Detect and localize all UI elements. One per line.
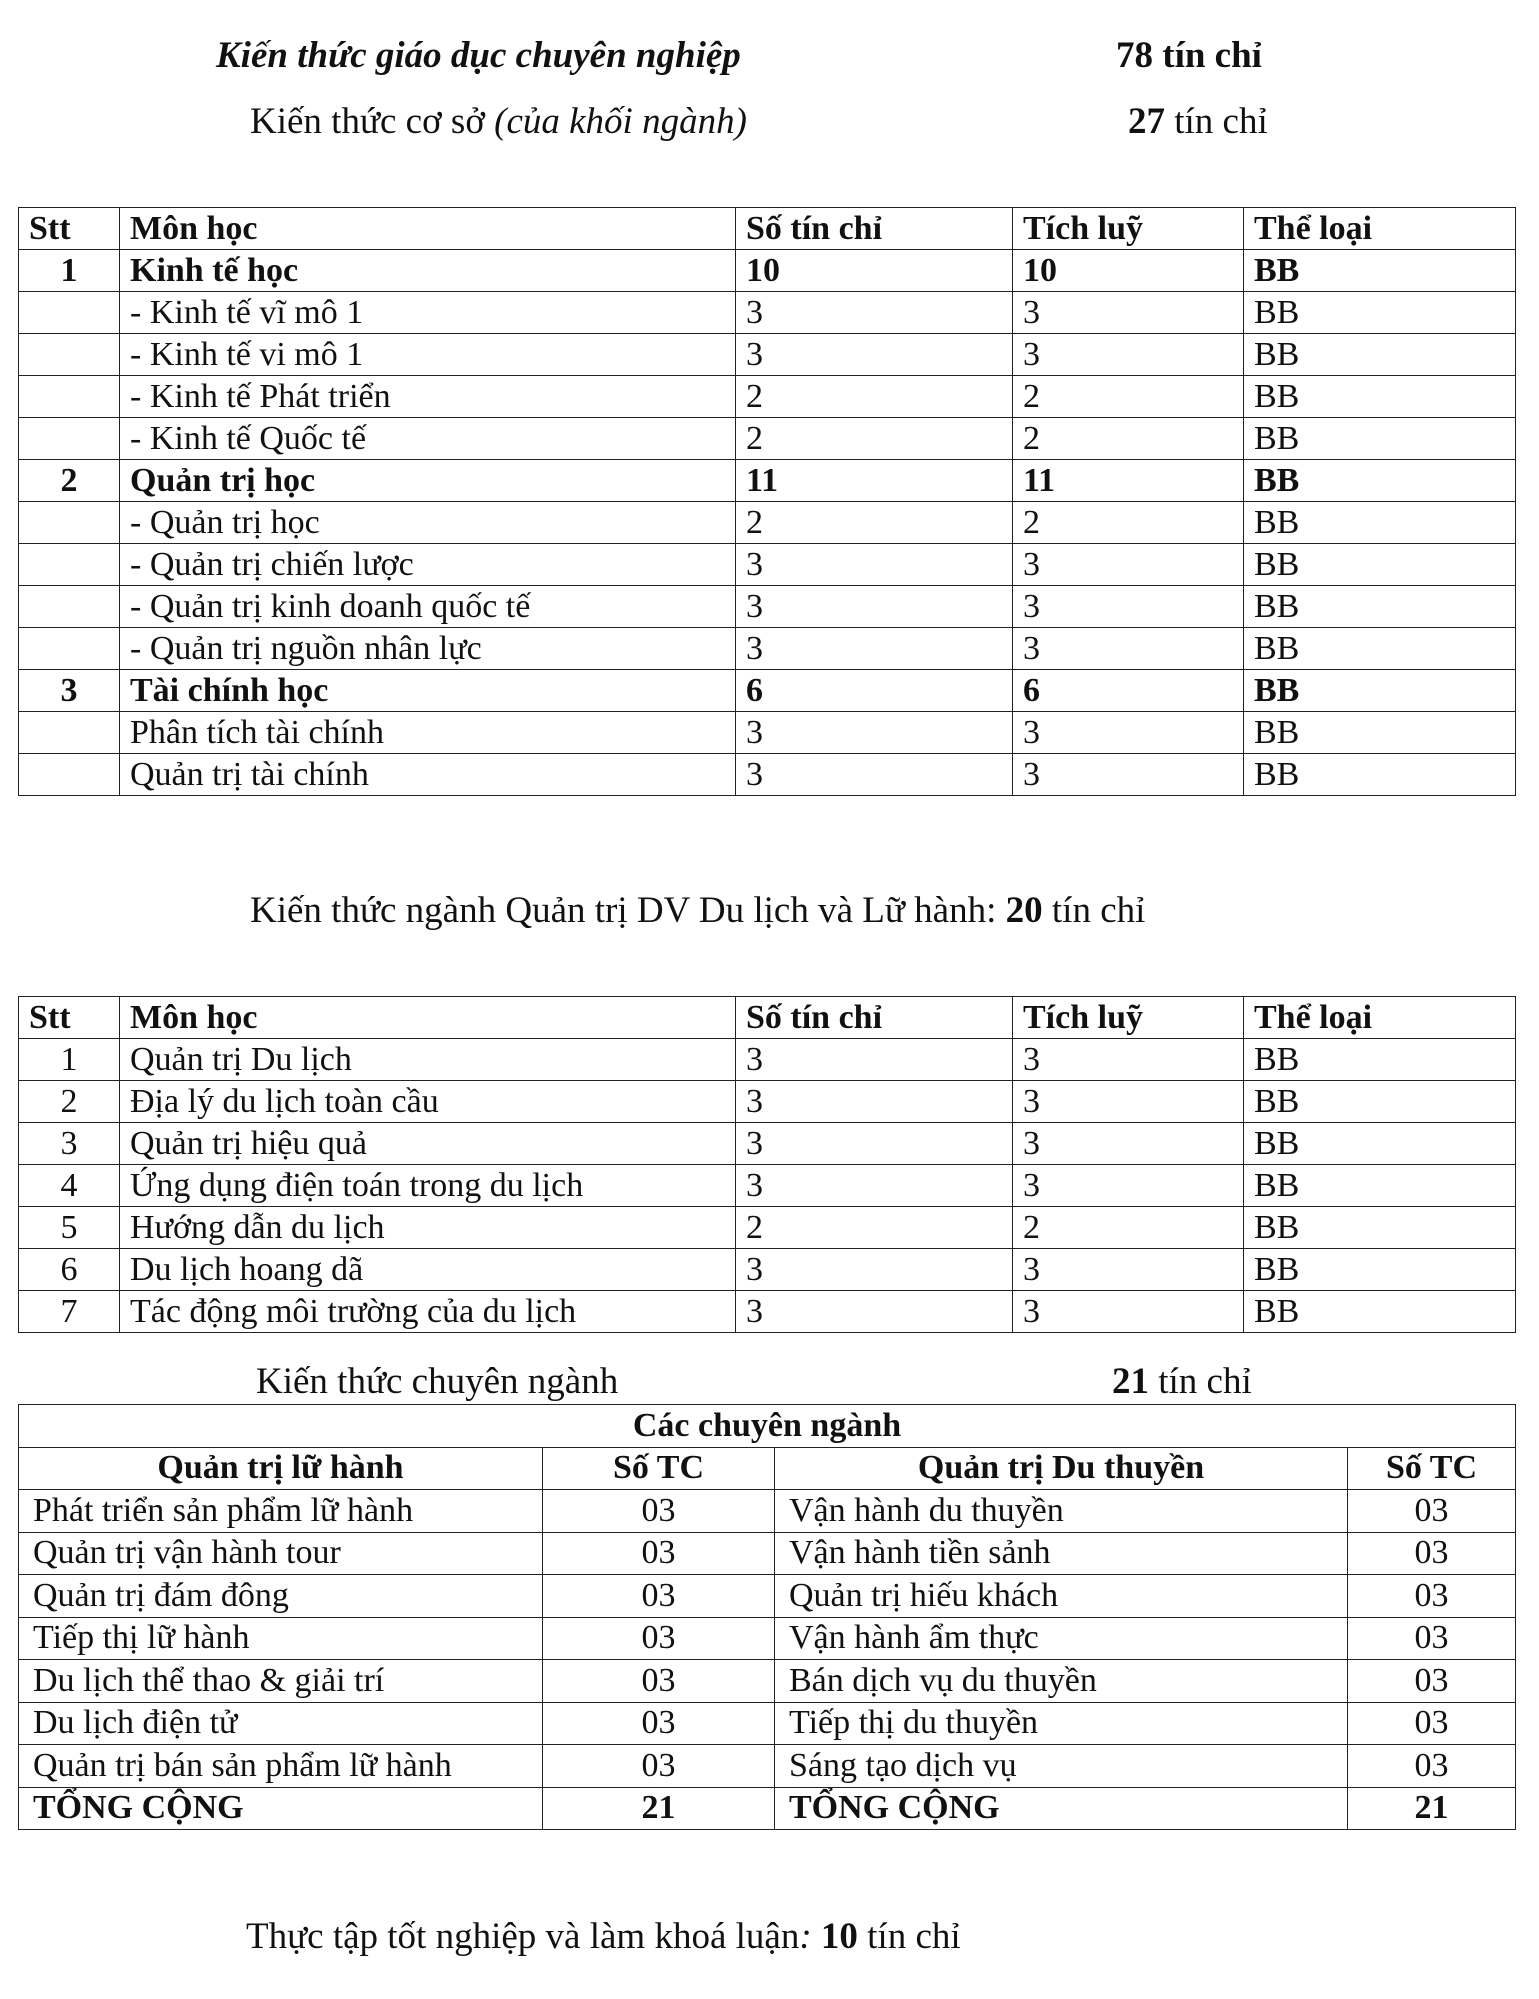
internship-credits-unit: tín chỉ bbox=[857, 1916, 961, 1957]
cell-stt bbox=[19, 376, 120, 418]
professional-knowledge-credits: 78 tín chỉ bbox=[1116, 35, 1262, 76]
cell-stt bbox=[19, 628, 120, 670]
cell-credits: 3 bbox=[736, 544, 1013, 586]
cell-course: Du lịch hoang dã bbox=[120, 1249, 736, 1291]
cell-credits: 6 bbox=[736, 670, 1013, 712]
cell-credits-left: 03 bbox=[543, 1575, 775, 1618]
table-row bbox=[19, 1249, 1516, 1291]
major-knowledge-line bbox=[250, 892, 1145, 929]
cell-credits: 3 bbox=[736, 586, 1013, 628]
cell-stt: 3 bbox=[19, 1123, 120, 1165]
cell-stt: 4 bbox=[19, 1165, 120, 1207]
cell-stt bbox=[19, 292, 120, 334]
cell-course: Hướng dẫn du lịch bbox=[120, 1207, 736, 1249]
major-credits-number: 20 bbox=[1005, 890, 1043, 931]
specialized-knowledge-label: Kiến thức chuyên ngành bbox=[256, 1361, 619, 1402]
cell-stt: 1 bbox=[19, 1039, 120, 1081]
table-header-row bbox=[19, 1447, 1516, 1490]
specializations-table bbox=[18, 1404, 1516, 1830]
cell-credits: 2 bbox=[736, 1207, 1013, 1249]
table-row bbox=[19, 1165, 1516, 1207]
cell-course: - Kinh tế Quốc tế bbox=[120, 418, 736, 460]
table-row bbox=[19, 1702, 1516, 1745]
base-knowledge-label bbox=[250, 103, 747, 140]
cell-course-left: Quản trị vận hành tour bbox=[19, 1532, 543, 1575]
cell-type: BB bbox=[1244, 1123, 1516, 1165]
cell-course-right: Sáng tạo dịch vụ bbox=[775, 1745, 1348, 1788]
total-row bbox=[19, 1787, 1516, 1830]
cell-course: - Kinh tế Phát triển bbox=[120, 376, 736, 418]
cell-accumulated: 3 bbox=[1013, 1249, 1244, 1291]
cell-course-left: Quản trị đám đông bbox=[19, 1575, 543, 1618]
cell-type: BB bbox=[1244, 334, 1516, 376]
cell-accumulated: 3 bbox=[1013, 712, 1244, 754]
cell-stt bbox=[19, 418, 120, 460]
cell-stt: 2 bbox=[19, 1081, 120, 1123]
cell-credits-right: 03 bbox=[1348, 1660, 1516, 1703]
cell-credits: 10 bbox=[736, 250, 1013, 292]
cell-course: Tài chính học bbox=[120, 670, 736, 712]
cell-credits: 11 bbox=[736, 460, 1013, 502]
cell-course: Kinh tế học bbox=[120, 250, 736, 292]
cell-credits-left: 03 bbox=[543, 1702, 775, 1745]
cell-course: - Kinh tế vi mô 1 bbox=[120, 334, 736, 376]
table-title-row bbox=[19, 1405, 1516, 1448]
table-row bbox=[19, 1575, 1516, 1618]
cell-accumulated: 6 bbox=[1013, 670, 1244, 712]
cell-accumulated: 3 bbox=[1013, 1081, 1244, 1123]
cell-course-right: Vận hành ẩm thực bbox=[775, 1617, 1348, 1660]
cell-type: BB bbox=[1244, 1207, 1516, 1249]
cell-course: - Quản trị chiến lược bbox=[120, 544, 736, 586]
cell-stt bbox=[19, 502, 120, 544]
cell-stt: 3 bbox=[19, 670, 120, 712]
cell-accumulated: 10 bbox=[1013, 250, 1244, 292]
cell-stt bbox=[19, 586, 120, 628]
cell-credits: 3 bbox=[736, 628, 1013, 670]
cell-credits: 2 bbox=[736, 376, 1013, 418]
table-row bbox=[19, 1039, 1516, 1081]
cell-course: Quản trị học bbox=[120, 460, 736, 502]
cell-credits: 3 bbox=[736, 712, 1013, 754]
cell-accumulated: 3 bbox=[1013, 1291, 1244, 1333]
cell-accumulated: 2 bbox=[1013, 502, 1244, 544]
base-credits-unit: tín chỉ bbox=[1165, 101, 1268, 142]
cell-accumulated: 3 bbox=[1013, 334, 1244, 376]
header-course: Môn học bbox=[120, 997, 736, 1039]
total-label-left: TỔNG CỘNG bbox=[19, 1787, 543, 1830]
total-label-right: TỔNG CỘNG bbox=[775, 1787, 1348, 1830]
cell-type: BB bbox=[1244, 712, 1516, 754]
cell-type: BB bbox=[1244, 250, 1516, 292]
base-knowledge-text: Kiến thức cơ sở bbox=[250, 101, 485, 142]
cell-accumulated: 2 bbox=[1013, 1207, 1244, 1249]
cell-course: Ứng dụng điện toán trong du lịch bbox=[120, 1165, 736, 1207]
cell-course-left: Du lịch điện tử bbox=[19, 1702, 543, 1745]
cell-course-left: Quản trị bán sản phẩm lữ hành bbox=[19, 1745, 543, 1788]
cell-credits: 2 bbox=[736, 502, 1013, 544]
cell-accumulated: 11 bbox=[1013, 460, 1244, 502]
header-travel-management: Quản trị lữ hành bbox=[19, 1447, 543, 1490]
base-credits-number: 27 bbox=[1128, 101, 1165, 142]
cell-type: BB bbox=[1244, 292, 1516, 334]
major-credits-unit: tín chỉ bbox=[1042, 890, 1146, 931]
header-credits-right: Số TC bbox=[1348, 1447, 1516, 1490]
cell-credits: 3 bbox=[736, 1249, 1013, 1291]
cell-credits-left: 03 bbox=[543, 1490, 775, 1533]
table-row bbox=[19, 586, 1516, 628]
table-row bbox=[19, 1532, 1516, 1575]
cell-type: BB bbox=[1244, 754, 1516, 796]
cell-course: Phân tích tài chính bbox=[120, 712, 736, 754]
header-stt: Stt bbox=[19, 208, 120, 250]
cell-type: BB bbox=[1244, 586, 1516, 628]
header-accumulated: Tích luỹ bbox=[1013, 997, 1244, 1039]
base-knowledge-note: (của khối ngành) bbox=[494, 101, 747, 142]
table-row bbox=[19, 1490, 1516, 1533]
cell-course: Tác động môi trường của du lịch bbox=[120, 1291, 736, 1333]
cell-course-left: Phát triển sản phẩm lữ hành bbox=[19, 1490, 543, 1533]
cell-course: Quản trị Du lịch bbox=[120, 1039, 736, 1081]
cell-credits-left: 03 bbox=[543, 1745, 775, 1788]
header-course: Môn học bbox=[120, 208, 736, 250]
cell-course: - Quản trị kinh doanh quốc tế bbox=[120, 586, 736, 628]
specialized-credits-number: 21 bbox=[1112, 1361, 1149, 1402]
table-row bbox=[19, 1660, 1516, 1703]
cell-credits: 3 bbox=[736, 1039, 1013, 1081]
cell-course-right: Bán dịch vụ du thuyền bbox=[775, 1660, 1348, 1703]
cell-course-right: Quản trị hiếu khách bbox=[775, 1575, 1348, 1618]
base-courses-table bbox=[18, 207, 1516, 796]
cell-credits-right: 03 bbox=[1348, 1490, 1516, 1533]
cell-stt: 2 bbox=[19, 460, 120, 502]
internship-colon: : bbox=[799, 1916, 821, 1957]
cell-accumulated: 3 bbox=[1013, 544, 1244, 586]
table-row bbox=[19, 754, 1516, 796]
header-stt: Stt bbox=[19, 997, 120, 1039]
table-row bbox=[19, 418, 1516, 460]
cell-stt: 1 bbox=[19, 250, 120, 292]
cell-stt bbox=[19, 712, 120, 754]
cell-credits: 3 bbox=[736, 754, 1013, 796]
cell-credits: 2 bbox=[736, 418, 1013, 460]
table-row bbox=[19, 460, 1516, 502]
cell-type: BB bbox=[1244, 670, 1516, 712]
cell-type: BB bbox=[1244, 1249, 1516, 1291]
cell-type: BB bbox=[1244, 502, 1516, 544]
cell-course: Quản trị hiệu quả bbox=[120, 1123, 736, 1165]
cell-course-right: Vận hành du thuyền bbox=[775, 1490, 1348, 1533]
cell-accumulated: 3 bbox=[1013, 754, 1244, 796]
table-row bbox=[19, 292, 1516, 334]
total-credits-left: 21 bbox=[543, 1787, 775, 1830]
cell-accumulated: 3 bbox=[1013, 292, 1244, 334]
cell-credits-right: 03 bbox=[1348, 1575, 1516, 1618]
header-credits: Số tín chỉ bbox=[736, 997, 1013, 1039]
cell-type: BB bbox=[1244, 1039, 1516, 1081]
internship-credits-number: 10 bbox=[820, 1916, 858, 1957]
cell-course: - Kinh tế vĩ mô 1 bbox=[120, 292, 736, 334]
base-knowledge-credits bbox=[1128, 103, 1268, 140]
cell-type: BB bbox=[1244, 418, 1516, 460]
cell-stt: 7 bbox=[19, 1291, 120, 1333]
table-row bbox=[19, 670, 1516, 712]
cell-credits: 3 bbox=[736, 1291, 1013, 1333]
cell-accumulated: 2 bbox=[1013, 418, 1244, 460]
table-row bbox=[19, 628, 1516, 670]
cell-course-right: Vận hành tiền sảnh bbox=[775, 1532, 1348, 1575]
header-credits: Số tín chỉ bbox=[736, 208, 1013, 250]
cell-credits-left: 03 bbox=[543, 1532, 775, 1575]
cell-type: BB bbox=[1244, 1291, 1516, 1333]
professional-knowledge-label: Kiến thức giáo dục chuyên nghiệp bbox=[216, 35, 741, 76]
table-row bbox=[19, 334, 1516, 376]
cell-course: - Quản trị học bbox=[120, 502, 736, 544]
cell-course: Quản trị tài chính bbox=[120, 754, 736, 796]
table-row bbox=[19, 376, 1516, 418]
table-row bbox=[19, 250, 1516, 292]
cell-stt bbox=[19, 544, 120, 586]
cell-course: - Quản trị nguồn nhân lực bbox=[120, 628, 736, 670]
internship-label: Thực tập tốt nghiệp và làm khoá luận bbox=[246, 1916, 800, 1957]
cell-type: BB bbox=[1244, 544, 1516, 586]
table-header-row bbox=[19, 208, 1516, 250]
major-courses-table bbox=[18, 996, 1516, 1333]
table-row bbox=[19, 1291, 1516, 1333]
cell-type: BB bbox=[1244, 1081, 1516, 1123]
header-type: Thể loại bbox=[1244, 208, 1516, 250]
specialized-knowledge-credits bbox=[1112, 1363, 1252, 1400]
table-row bbox=[19, 1207, 1516, 1249]
cell-accumulated: 2 bbox=[1013, 376, 1244, 418]
cell-stt: 5 bbox=[19, 1207, 120, 1249]
internship-line bbox=[246, 1918, 961, 1955]
cell-accumulated: 3 bbox=[1013, 1039, 1244, 1081]
table-row bbox=[19, 1745, 1516, 1788]
cell-credits: 3 bbox=[736, 334, 1013, 376]
cell-credits: 3 bbox=[736, 1081, 1013, 1123]
table-row bbox=[19, 1123, 1516, 1165]
cell-credits-left: 03 bbox=[543, 1617, 775, 1660]
cell-accumulated: 3 bbox=[1013, 1165, 1244, 1207]
cell-credits: 3 bbox=[736, 1165, 1013, 1207]
header-type: Thể loại bbox=[1244, 997, 1516, 1039]
cell-course: Địa lý du lịch toàn cầu bbox=[120, 1081, 736, 1123]
cell-stt bbox=[19, 334, 120, 376]
cell-type: BB bbox=[1244, 628, 1516, 670]
table-row bbox=[19, 544, 1516, 586]
table-row bbox=[19, 1617, 1516, 1660]
cell-type: BB bbox=[1244, 376, 1516, 418]
cell-credits-right: 03 bbox=[1348, 1532, 1516, 1575]
table-row bbox=[19, 502, 1516, 544]
cell-type: BB bbox=[1244, 1165, 1516, 1207]
table-header-row bbox=[19, 997, 1516, 1039]
cell-credits: 3 bbox=[736, 292, 1013, 334]
total-credits-right: 21 bbox=[1348, 1787, 1516, 1830]
cell-credits-right: 03 bbox=[1348, 1745, 1516, 1788]
cell-credits: 3 bbox=[736, 1123, 1013, 1165]
cell-accumulated: 3 bbox=[1013, 1123, 1244, 1165]
specializations-title: Các chuyên ngành bbox=[19, 1405, 1516, 1448]
cell-accumulated: 3 bbox=[1013, 586, 1244, 628]
table-row bbox=[19, 1081, 1516, 1123]
cell-course-left: Tiếp thị lữ hành bbox=[19, 1617, 543, 1660]
specialized-credits-unit: tín chỉ bbox=[1149, 1361, 1252, 1402]
header-cruise-management: Quản trị Du thuyền bbox=[775, 1447, 1348, 1490]
cell-credits-right: 03 bbox=[1348, 1617, 1516, 1660]
table-row bbox=[19, 712, 1516, 754]
cell-accumulated: 3 bbox=[1013, 628, 1244, 670]
cell-credits-right: 03 bbox=[1348, 1702, 1516, 1745]
header-accumulated: Tích luỹ bbox=[1013, 208, 1244, 250]
major-knowledge-label: Kiến thức ngành Quản trị DV Du lịch và Lữ hành: bbox=[250, 890, 1006, 931]
cell-course-left: Du lịch thể thao & giải trí bbox=[19, 1660, 543, 1703]
cell-course-right: Tiếp thị du thuyền bbox=[775, 1702, 1348, 1745]
cell-credits-left: 03 bbox=[543, 1660, 775, 1703]
cell-stt: 6 bbox=[19, 1249, 120, 1291]
header-credits-left: Số TC bbox=[543, 1447, 775, 1490]
cell-stt bbox=[19, 754, 120, 796]
cell-type: BB bbox=[1244, 460, 1516, 502]
